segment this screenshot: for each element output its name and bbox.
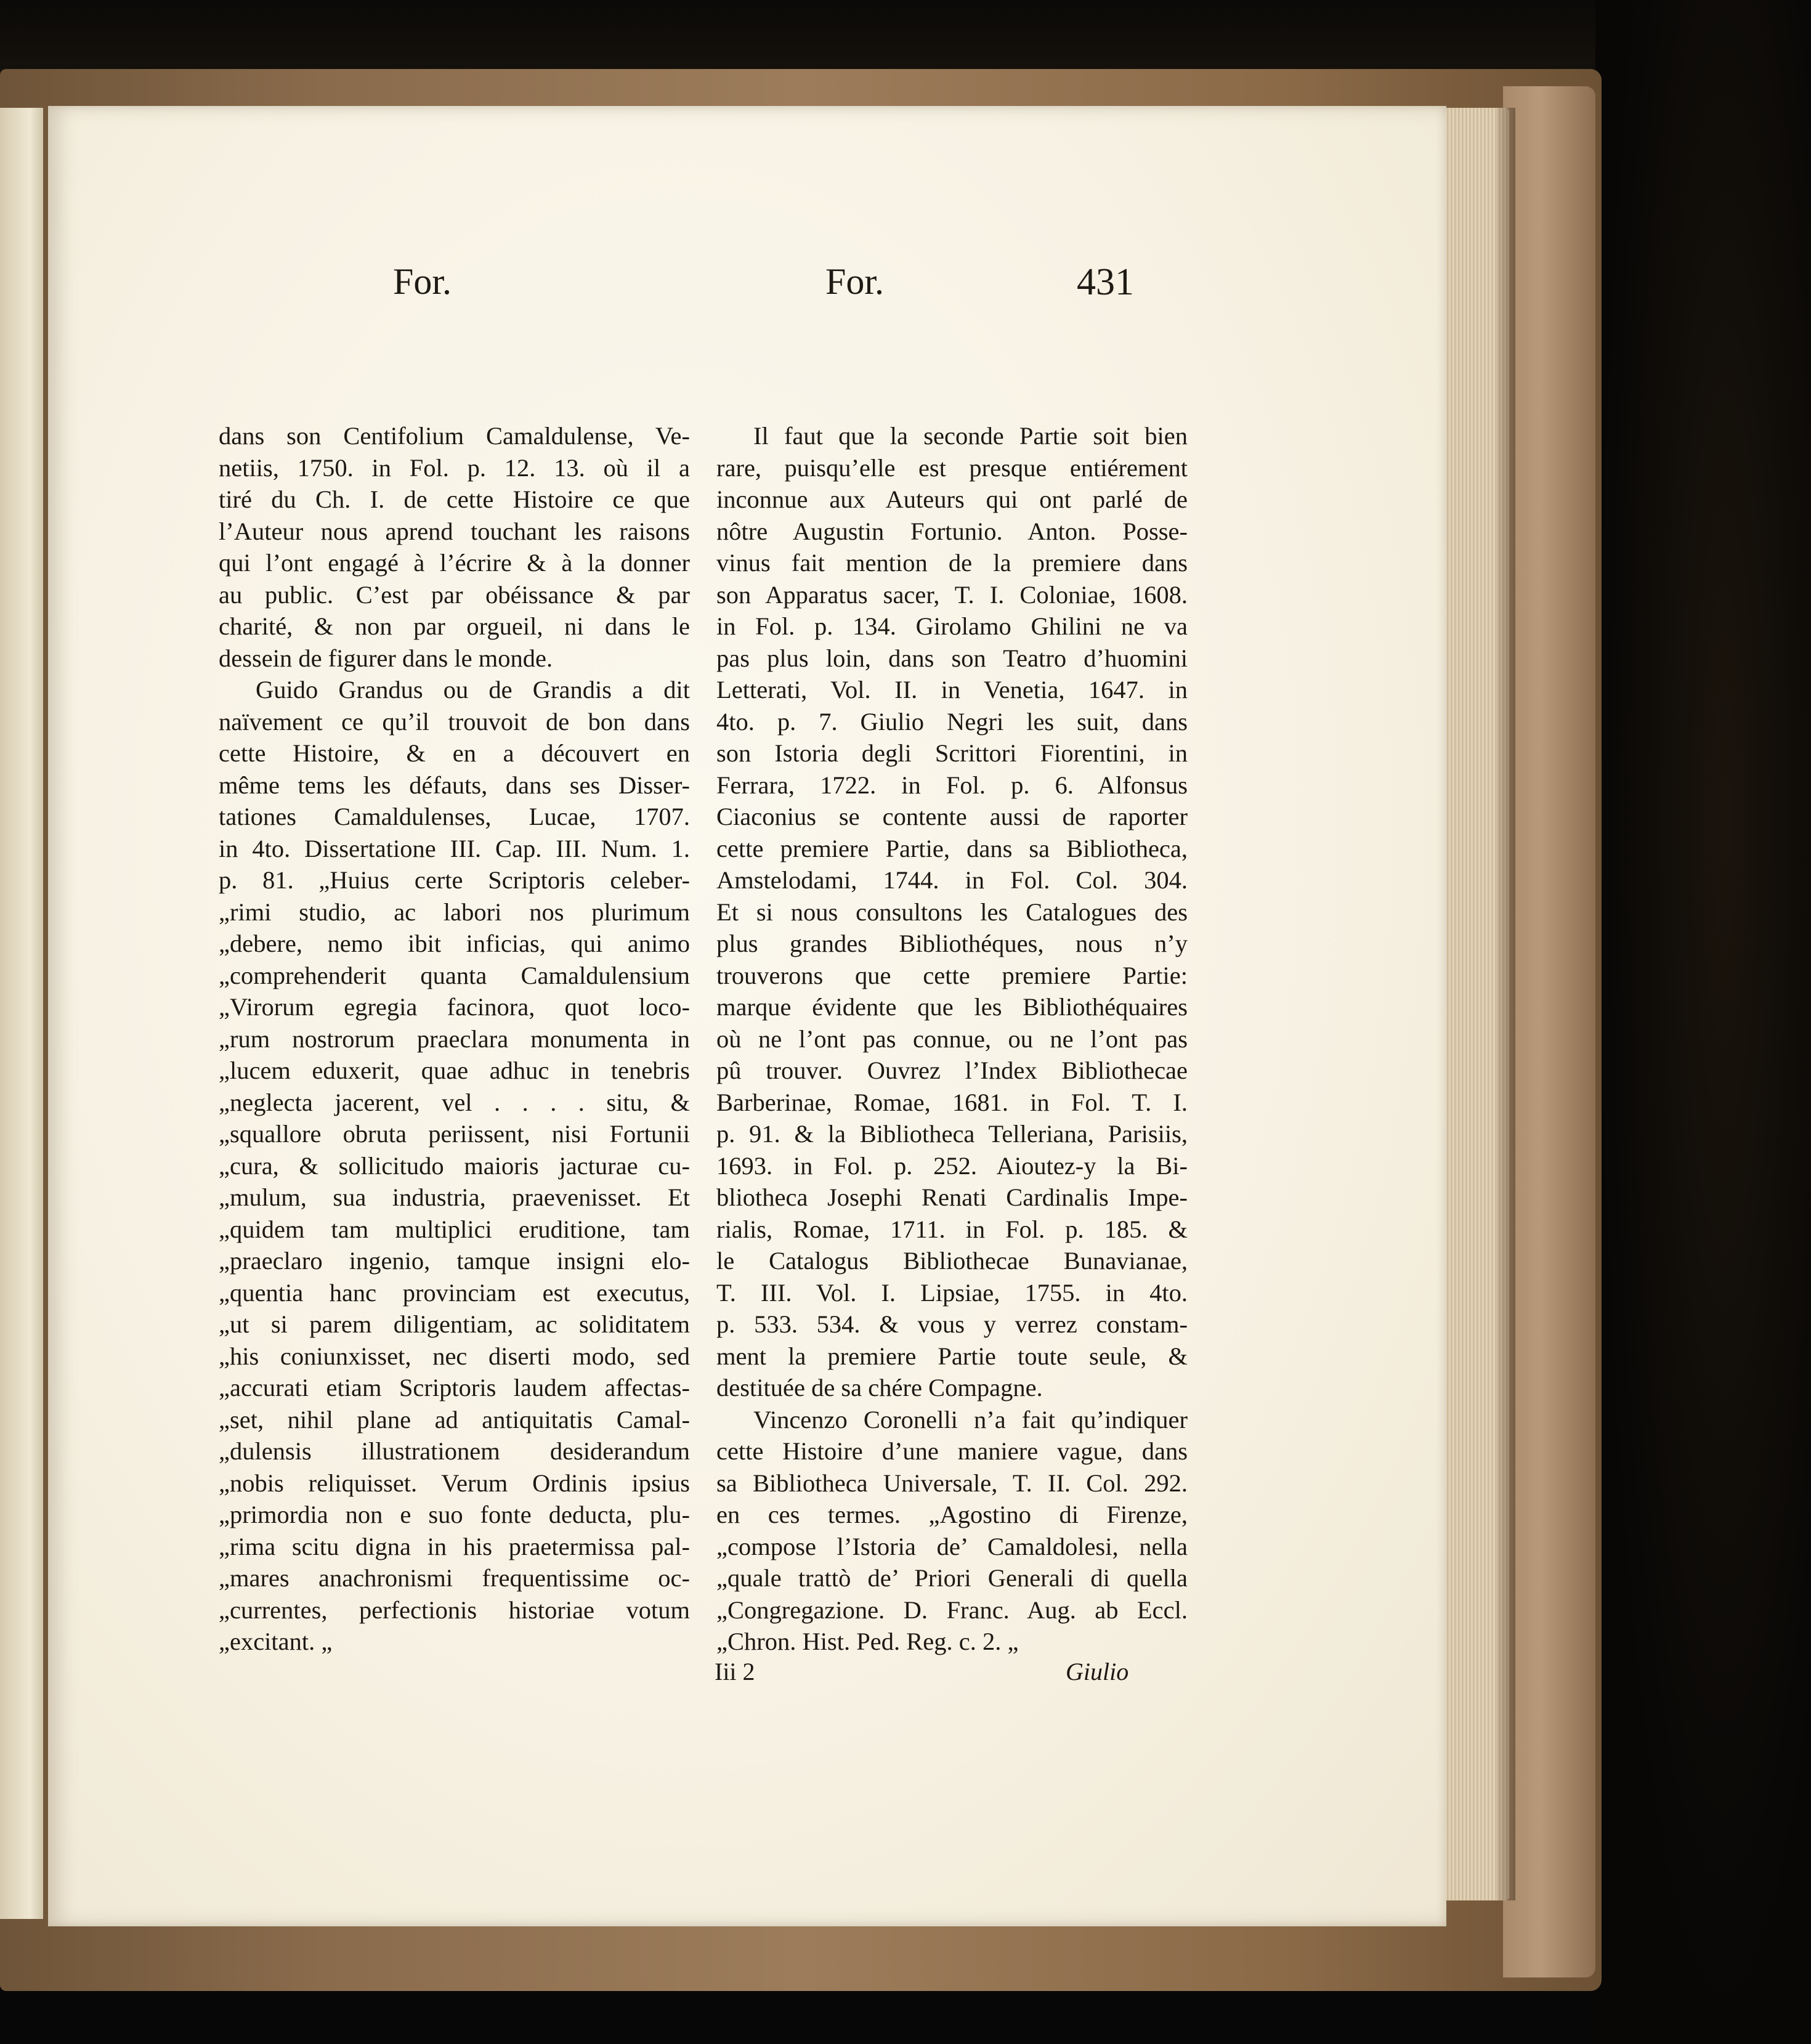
text-line: ment la premiere Partie toute seule, & bbox=[716, 1342, 1188, 1370]
text-line: Il faut que la seconde Partie soit bien bbox=[753, 422, 1188, 450]
text-line: Barberinae, Romae, 1681. in Fol. T. I. bbox=[716, 1088, 1188, 1116]
text-line: son Apparatus sacer, T. I. Coloniae, 1608. bbox=[716, 580, 1188, 609]
text-line: Amstelodami, 1744. in Fol. Col. 304. bbox=[716, 866, 1188, 894]
text-line: tationes Camaldulenses, Lucae, 1707. bbox=[219, 803, 690, 830]
text-line: inconnue aux Auteurs qui ont parlé de bbox=[716, 485, 1188, 513]
text-line: en ces termes. „Agostino di Firenze, bbox=[716, 1501, 1188, 1528]
text-line: rialis, Romae, 1711. in Fol. p. 185. & bbox=[716, 1215, 1188, 1243]
text-line: „excitant. „ bbox=[219, 1628, 333, 1655]
text-line: „mulum, sua industria, praevenisset. Et bbox=[219, 1183, 690, 1211]
text-line: „neglecta jacerent, vel . . . . situ, & bbox=[219, 1088, 690, 1116]
text-line: „praeclaro ingenio, tamque insigni elo- bbox=[219, 1247, 690, 1275]
text-line: „quentia hanc provinciam est executus, bbox=[219, 1278, 690, 1307]
text-line: au public. C’est par obéissance & par bbox=[219, 580, 690, 609]
text-line: 4to. p. 7. Giulio Negri les suit, dans bbox=[716, 707, 1188, 736]
text-line: cette premiere Partie, dans sa Bibliotheca, bbox=[716, 834, 1188, 862]
text-line: „accurati etiam Scriptoris laudem affectas- bbox=[219, 1374, 690, 1401]
text-line: T. III. Vol. I. Lipsiae, 1755. in 4to. bbox=[716, 1278, 1188, 1307]
text-line: dessein de figurer dans le monde. bbox=[219, 644, 553, 672]
text-line: „squallore obruta periissent, nisi Fortunii bbox=[219, 1120, 690, 1148]
text-line: plus grandes Bibliothéques, nous n’y bbox=[716, 930, 1188, 957]
text-line: nôtre Augustin Fortunio. Anton. Posse- bbox=[716, 517, 1188, 545]
right-column bbox=[716, 420, 1188, 1658]
text-line: „Virorum egregia facinora, quot loco- bbox=[219, 993, 690, 1021]
text-line: naïvement ce qu’il trouvoit de bon dans bbox=[219, 707, 690, 736]
text-line: „compose l’Istoria de’ Camaldolesi, nella bbox=[716, 1532, 1188, 1560]
text-line: rare, puisqu’elle est presque entiérement bbox=[716, 453, 1188, 482]
text-line: „ut si parem diligentiam, ac soliditatem bbox=[219, 1310, 690, 1338]
text-line: „Congregazione. D. Franc. Aug. ab Eccl. bbox=[716, 1596, 1188, 1624]
text-line: le Catalogus Bibliothecae Bunavianae, bbox=[716, 1247, 1188, 1275]
text-line: „his coniunxisset, nec diserti modo, sed bbox=[219, 1342, 690, 1370]
text-line: „cura, & sollicitudo maioris jacturae cu- bbox=[219, 1151, 690, 1180]
verso-page-edge bbox=[0, 108, 43, 1919]
text-line: p. 533. 534. & vous y verrez constam- bbox=[716, 1310, 1188, 1338]
running-head-left: For. bbox=[393, 261, 452, 302]
text-line: dans son Centifolium Camaldulense, Ve- bbox=[219, 422, 690, 450]
text-line: cette Histoire d’une maniere vague, dans bbox=[716, 1437, 1188, 1465]
text-line: qui l’ont engagé à l’écrire & à la donner bbox=[219, 549, 690, 577]
text-line: „debere, nemo ibit inficias, qui animo bbox=[219, 930, 690, 957]
book-cover-edge bbox=[1503, 86, 1595, 1977]
text-line: son Istoria degli Scrittori Fiorentini, in bbox=[716, 739, 1188, 767]
text-line: vinus fait mention de la premiere dans bbox=[716, 549, 1188, 577]
text-line: „nobis reliquisset. Verum Ordinis ipsius bbox=[219, 1469, 690, 1497]
text-line: tiré du Ch. I. de cette Histoire ce que bbox=[219, 485, 690, 513]
text-line: Et si nous consultons les Catalogues des bbox=[716, 898, 1188, 926]
text-line: p. 81. „Huius certe Scriptoris celeber- bbox=[219, 866, 690, 894]
text-line: où ne l’ont pas connue, ou ne l’ont pas bbox=[716, 1024, 1188, 1053]
text-line: même tems les défauts, dans ses Disser- bbox=[219, 771, 690, 799]
text-line: sa Bibliotheca Universale, T. II. Col. 292. bbox=[716, 1469, 1188, 1497]
text-line: „quidem tam multiplici eruditione, tam bbox=[219, 1215, 690, 1243]
text-line: charité, & non par orgueil, ni dans le bbox=[219, 612, 690, 640]
text-line: Ciaconius se contente aussi de raporter bbox=[716, 803, 1188, 830]
text-line: „dulensis illustrationem desiderandum bbox=[219, 1437, 690, 1465]
text-line: „Chron. Hist. Ped. Reg. c. 2. „ bbox=[716, 1628, 1019, 1655]
text-line: „rum nostrorum praeclara monumenta in bbox=[219, 1024, 690, 1053]
background-right bbox=[1595, 0, 1811, 2044]
text-line: destituée de sa chére Compagne. bbox=[716, 1374, 1043, 1401]
text-line: Letterati, Vol. II. in Venetia, 1647. in bbox=[716, 676, 1188, 704]
running-head-center: For. bbox=[825, 261, 885, 302]
left-column bbox=[219, 420, 690, 1658]
text-line: in Fol. p. 134. Girolamo Ghilini ne va bbox=[716, 612, 1188, 640]
text-line: trouverons que cette premiere Partie: bbox=[716, 961, 1188, 989]
text-line: 1693. in Fol. p. 252. Aioutez-y la Bi- bbox=[716, 1151, 1188, 1180]
page-edges-shade bbox=[1497, 108, 1515, 1900]
signature-mark: Iii 2 bbox=[715, 1658, 755, 1685]
text-line: bliotheca Josephi Renati Cardinalis Impe- bbox=[716, 1183, 1188, 1211]
catchword: Giulio bbox=[1066, 1658, 1129, 1685]
text-line: p. 91. & la Bibliotheca Telleriana, Parisiis, bbox=[716, 1120, 1188, 1148]
text-line: „quale trattò de’ Priori Generali di quella bbox=[716, 1564, 1188, 1592]
page-number: 431 bbox=[1077, 261, 1134, 303]
text-line: cette Histoire, & en a découvert en bbox=[219, 739, 690, 767]
text-line: marque évidente que les Bibliothéquaires bbox=[716, 993, 1188, 1021]
text-line: „primordia non e suo fonte deducta, plu- bbox=[219, 1501, 690, 1528]
text-line: „currentes, perfectionis historiae votum bbox=[219, 1596, 690, 1624]
recto-page bbox=[48, 106, 1446, 1926]
text-line: „lucem eduxerit, quae adhuc in tenebris bbox=[219, 1056, 690, 1084]
text-line: „comprehenderit quanta Camaldulensium bbox=[219, 961, 690, 989]
text-line: Guido Grandus ou de Grandis a dit bbox=[256, 676, 690, 704]
text-line: Ferrara, 1722. in Fol. p. 6. Alfonsus bbox=[716, 771, 1188, 799]
text-line: netiis, 1750. in Fol. p. 12. 13. où il a bbox=[219, 453, 690, 482]
text-line: „set, nihil plane ad antiquitatis Camal- bbox=[219, 1405, 690, 1434]
text-line: Vincenzo Coronelli n’a fait qu’indiquer bbox=[753, 1405, 1188, 1434]
text-line: „mares anachronismi frequentissime oc- bbox=[219, 1564, 690, 1592]
text-line: pû trouver. Ouvrez l’Index Bibliothecae bbox=[716, 1056, 1188, 1084]
text-line: l’Auteur nous aprend touchant les raisons bbox=[219, 517, 690, 545]
text-line: „rimi studio, ac labori nos plurimum bbox=[219, 898, 690, 926]
text-line: in 4to. Dissertatione III. Cap. III. Num. 1. bbox=[219, 834, 690, 862]
text-line: pas plus loin, dans son Teatro d’huomini bbox=[716, 644, 1188, 672]
text-line: „rima scitu digna in his praetermissa pal- bbox=[219, 1532, 690, 1560]
